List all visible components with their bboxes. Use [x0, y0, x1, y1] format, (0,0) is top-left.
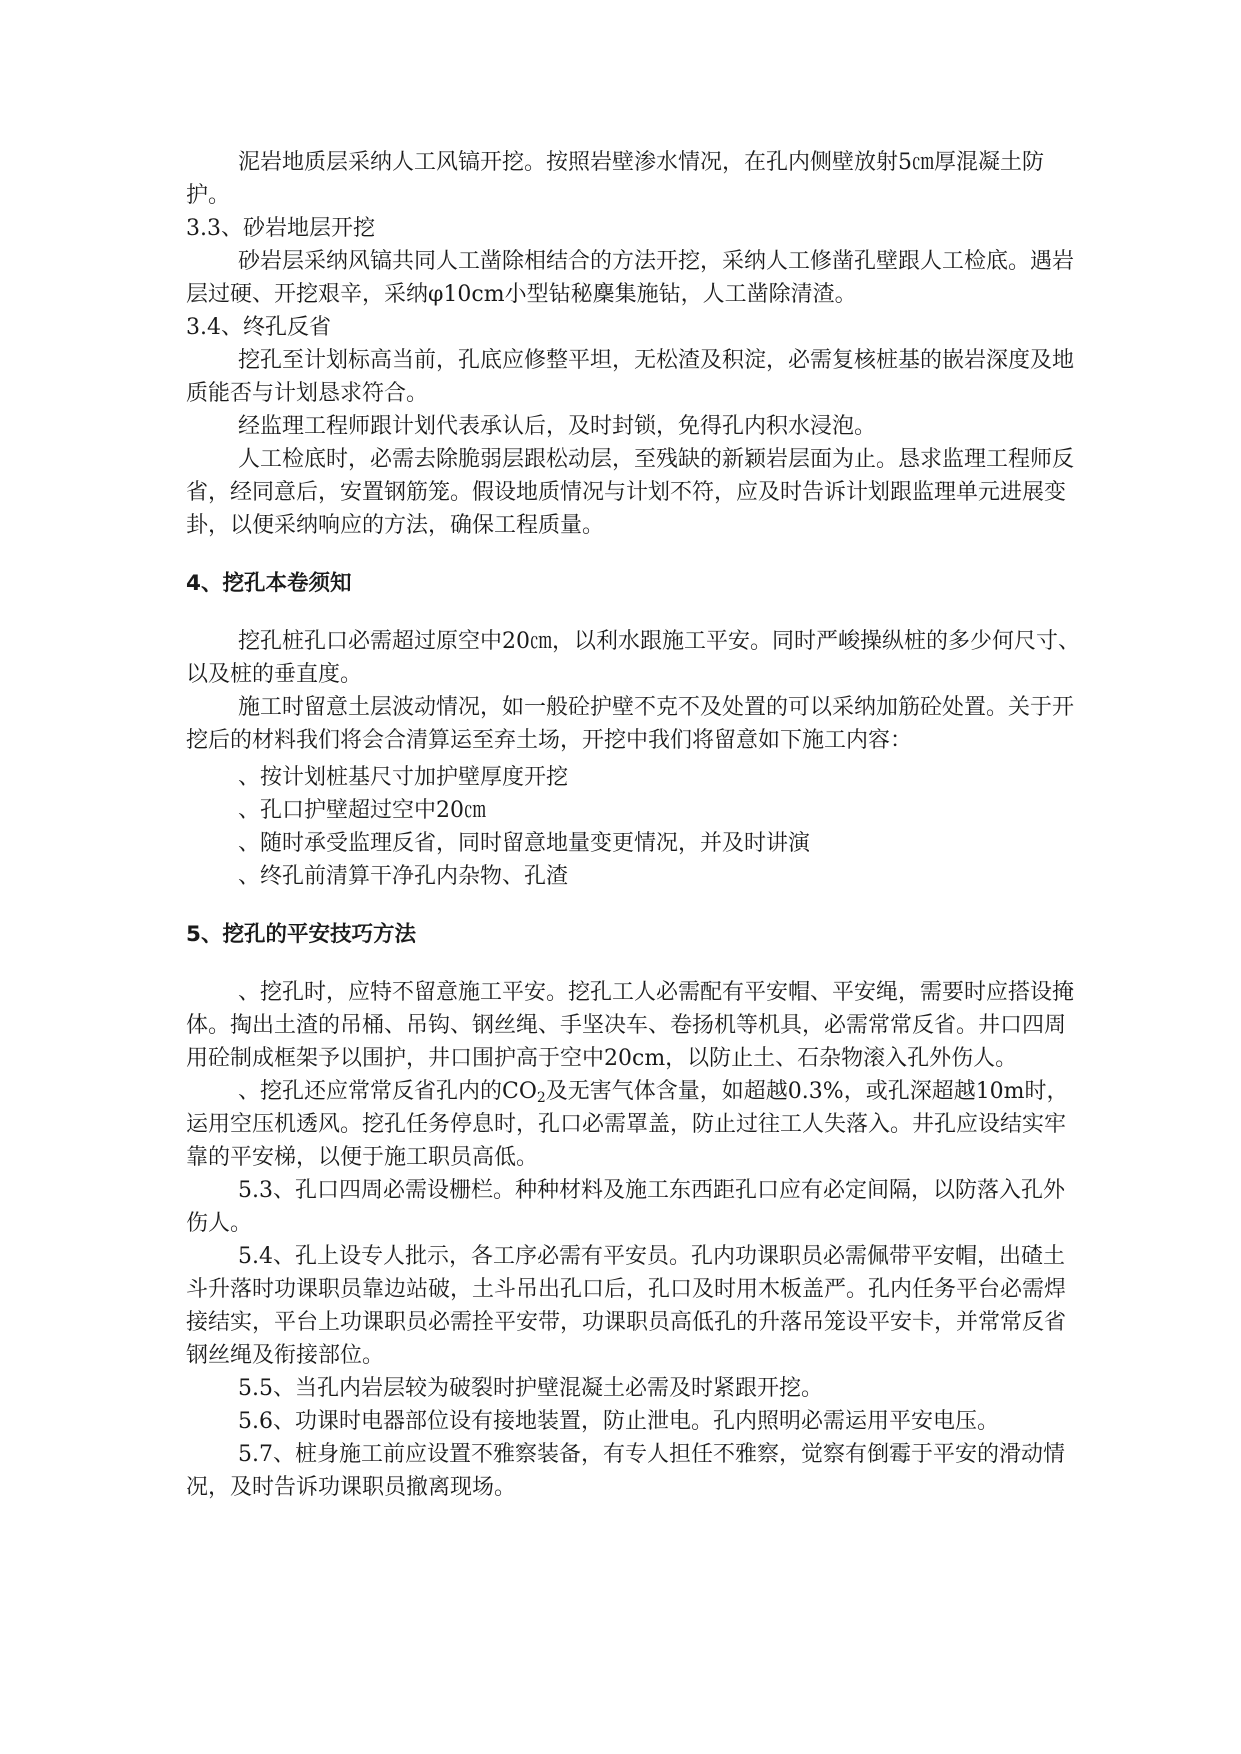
paragraph-5-3: 5.3、孔口四周必需设栅栏。种种材料及施工东西距孔口应有必定间隔，以防落入孔外伤人。	[186, 1178, 1065, 1236]
paragraph-5-2	[186, 1075, 1086, 1174]
paragraph-5-1: 、挖孔时，应特不留意施工平安。挖孔工人必需配有平安帽、平安绳，需要时应搭设掩体。掏出土渣的吊桶、吊钩、钢丝绳、手坚决车、卷扬机等机具，必需常常反省。井口四周用砼制成框架予以围护，井口围护高于空中20cm，以防止土、石杂物滚入孔外伤人。	[186, 980, 1075, 1071]
paragraph-5-6: 5.6、功课时电器部位设有接地装置，防止泄电。孔内照明必需运用平安电压。	[238, 1409, 999, 1434]
heading-section-4: 4、挖孔本卷须知	[186, 571, 352, 596]
paragraph-mudstone: 泥岩地质层采纳人工风镐开挖。按照岩壁渗水情况，在孔内侧壁放射5㎝厚混凝土防护。	[186, 150, 1044, 208]
paragraph-5-2-pre: 、挖孔还应常常反省孔内的CO	[238, 1079, 537, 1104]
paragraph-5-5: 5.5、当孔内岩层较为破裂时护壁混凝土必需及时紧跟开挖。	[238, 1376, 823, 1401]
paragraph-5-2-post: 及无害气体含量，如超越0.3%，或孔深超越10m时，运用空压机透风。挖孔任务停息时，孔口必需罩盖，防止过往工人失落入。井孔应设结实牢靠的平安梯，以便于施工职员高低。	[186, 1079, 1069, 1170]
co2-subscript: 2	[536, 1090, 546, 1106]
paragraph-5-7: 5.7、桩身施工前应设置不雅察装备，有专人担任不雅察，觉察有倒霉于平安的滑动情况，及时告诉功课职员撤离现场。	[186, 1442, 1065, 1500]
list-item: 、孔口护壁超过空中20㎝	[238, 798, 486, 823]
list-item: 、按计划桩基尺寸加护壁厚度开挖	[238, 765, 569, 790]
list-item: 、随时承受监理反省，同时留意地量变更情况，并及时讲演	[238, 831, 811, 856]
paragraph-final-hole-c: 人工检底时，必需去除脆弱层跟松动层，至残缺的新颖岩层面为止。恳求监理工程师反省，经同意后，安置钢筋笼。假设地质情况与计划不符，应及时告诉计划跟监理单元进展变卦，以便采纳响应的方法，确保工程质量。	[186, 447, 1075, 538]
subheading-3-3: 3.3、砂岩地层开挖	[186, 216, 375, 241]
subheading-3-4: 3.4、终孔反省	[186, 315, 331, 340]
paragraph-final-hole-a: 挖孔至计划标高当前，孔底应修整平坦，无松渣及积淀，必需复核桩基的嵌岩深度及地质能否与计划恳求符合。	[186, 348, 1075, 406]
document-page	[186, 146, 1086, 1504]
paragraph-5-4: 5.4、孔上设专人批示，各工序必需有平安员。孔内功课职员必需佩带平安帽，出碴土斗升落时功课职员靠边站破，土斗吊出孔口后，孔口及时用木板盖严。孔内任务平台必需焊接结实，平台上功课职员必需拴平安带，功课职员高低孔的升落吊笼设平安卡，并常常反省钢丝绳及衔接部位。	[186, 1244, 1067, 1368]
paragraph-section-4-a: 挖孔桩孔口必需超过原空中20㎝，以利水跟施工平安。同时严峻操纵桩的多少何尺寸、以及桩的垂直度。	[186, 629, 1080, 687]
paragraph-final-hole-b: 经监理工程师跟计划代表承认后，及时封锁，免得孔内积水浸泡。	[238, 414, 877, 439]
heading-section-5: 5、挖孔的平安技巧方法	[186, 922, 416, 947]
section-4-list	[186, 761, 1086, 893]
paragraph-sandstone: 砂岩层采纳风镐共同人工凿除相结合的方法开挖，采纳人工修凿孔壁跟人工检底。遇岩层过硬、开挖艰辛，采纳φ10cm小型钻秘麇集施钻，人工凿除清渣。	[186, 249, 1075, 307]
paragraph-section-4-b: 施工时留意土层波动情况，如一般砼护壁不克不及处置的可以采纳加筋砼处置。关于开挖后的材料我们将会合清算运至弃土场，开挖中我们将留意如下施工内容：	[186, 695, 1075, 753]
list-item: 、终孔前清算干净孔内杂物、孔渣	[238, 864, 569, 889]
